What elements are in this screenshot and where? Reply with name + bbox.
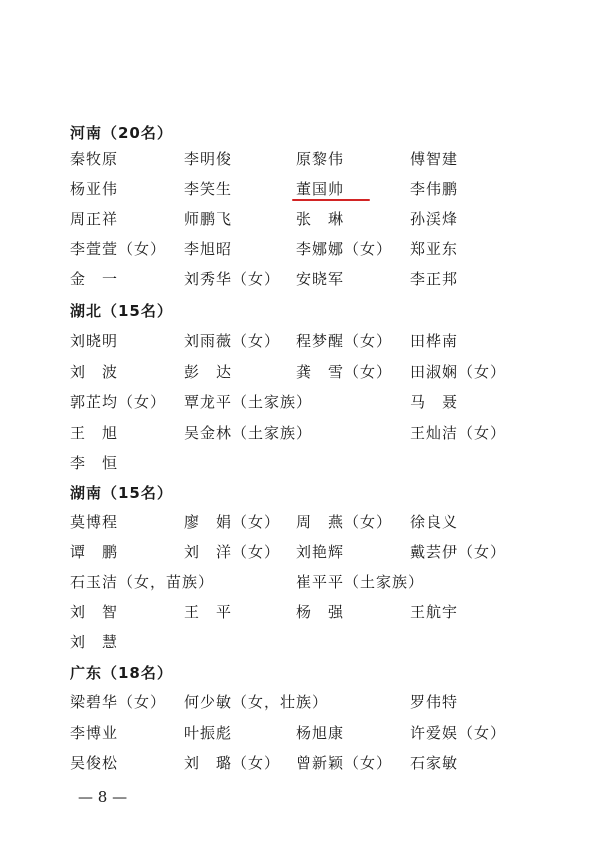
name-cell: 廖 娟（女） <box>184 513 281 531</box>
name-cell: 叶振彪 <box>184 724 233 742</box>
name-cell: 安晓军 <box>296 270 345 288</box>
red-underline-mark <box>292 199 370 201</box>
name-cell: 王 旭 <box>70 424 119 442</box>
name-cell: 王 平 <box>184 603 233 621</box>
name-cell: 孙渓烽 <box>410 210 459 228</box>
name-cell: 刘 洋（女） <box>184 543 281 561</box>
name-row <box>0 361 598 385</box>
name-cell: 曾新颖（女） <box>296 754 393 772</box>
name-cell: 郑亚东 <box>410 240 459 258</box>
name-row <box>0 541 598 565</box>
name-cell: 周 燕（女） <box>296 513 393 531</box>
name-cell: 莫博程 <box>70 513 119 531</box>
name-cell: 徐良义 <box>410 513 459 531</box>
name-cell: 杨亚伟 <box>70 180 119 198</box>
name-cell: 覃龙平（土家族） <box>184 393 313 411</box>
name-cell: 刘晓明 <box>70 332 119 350</box>
name-cell: 郭芷均（女） <box>70 393 167 411</box>
section-heading-hunan: 湖南（15名） <box>70 484 173 502</box>
page-number: — 8 — <box>78 788 128 806</box>
name-cell: 梁碧华（女） <box>70 693 167 711</box>
name-cell: 李娜娜（女） <box>296 240 393 258</box>
name-row <box>0 148 598 172</box>
name-cell: 刘 波 <box>70 363 119 381</box>
highlighted-name-cell: 董国帅 <box>296 180 345 198</box>
name-cell: 王航宇 <box>410 603 459 621</box>
name-cell: 何少敏（女，壮族） <box>184 693 329 711</box>
name-cell: 傅智建 <box>410 150 459 168</box>
name-cell: 石玉洁（女，苗族） <box>70 573 215 591</box>
name-cell: 刘秀华（女） <box>184 270 281 288</box>
name-cell: 谭 鹏 <box>70 543 119 561</box>
name-row <box>0 391 598 415</box>
name-cell: 吴金林（土家族） <box>184 424 313 442</box>
name-cell: 刘 璐（女） <box>184 754 281 772</box>
name-cell: 许爱娱（女） <box>410 724 507 742</box>
name-row <box>0 601 598 625</box>
name-cell: 崔平平（土家族） <box>296 573 425 591</box>
name-cell: 刘艳辉 <box>296 543 345 561</box>
name-cell: 原黎伟 <box>296 150 345 168</box>
name-cell: 石家敏 <box>410 754 459 772</box>
name-cell: 田桦南 <box>410 332 459 350</box>
name-cell: 戴芸伊（女） <box>410 543 507 561</box>
name-row <box>0 631 598 655</box>
name-cell: 李萱萱（女） <box>70 240 167 258</box>
name-row <box>0 511 598 535</box>
name-row <box>0 208 598 232</box>
name-cell: 刘 智 <box>70 603 119 621</box>
name-cell: 彭 达 <box>184 363 233 381</box>
name-cell: 师鹏飞 <box>184 210 233 228</box>
name-cell: 杨旭康 <box>296 724 345 742</box>
name-cell: 周正祥 <box>70 210 119 228</box>
name-cell: 罗伟特 <box>410 693 459 711</box>
name-cell: 杨 强 <box>296 603 345 621</box>
name-cell: 李明俊 <box>184 150 233 168</box>
name-cell: 李 恒 <box>70 454 119 472</box>
name-cell: 马 聂 <box>410 393 459 411</box>
name-cell: 龚 雪（女） <box>296 363 393 381</box>
name-cell: 金 一 <box>70 270 119 288</box>
name-cell: 张 琳 <box>296 210 345 228</box>
section-heading-henan: 河南（20名） <box>70 124 173 142</box>
section-heading-guangdong: 广东（18名） <box>70 664 173 682</box>
name-row <box>0 330 598 354</box>
name-row <box>0 722 598 746</box>
name-row <box>0 752 598 776</box>
name-cell: 李旭昭 <box>184 240 233 258</box>
name-cell: 李博业 <box>70 724 119 742</box>
name-cell: 王灿洁（女） <box>410 424 507 442</box>
name-cell: 刘雨薇（女） <box>184 332 281 350</box>
section-heading-hubei: 湖北（15名） <box>70 302 173 320</box>
name-row <box>0 422 598 446</box>
name-row <box>0 691 598 715</box>
name-cell: 秦牧原 <box>70 150 119 168</box>
name-row <box>0 238 598 262</box>
name-cell: 程梦醒（女） <box>296 332 393 350</box>
name-cell: 李笑生 <box>184 180 233 198</box>
name-row <box>0 268 598 292</box>
name-row <box>0 571 598 595</box>
name-cell: 田淑娴（女） <box>410 363 507 381</box>
name-cell: 李伟鹏 <box>410 180 459 198</box>
name-cell: 刘 慧 <box>70 633 119 651</box>
name-cell: 李正邦 <box>410 270 459 288</box>
name-row <box>0 452 598 476</box>
name-cell: 吴俊松 <box>70 754 119 772</box>
